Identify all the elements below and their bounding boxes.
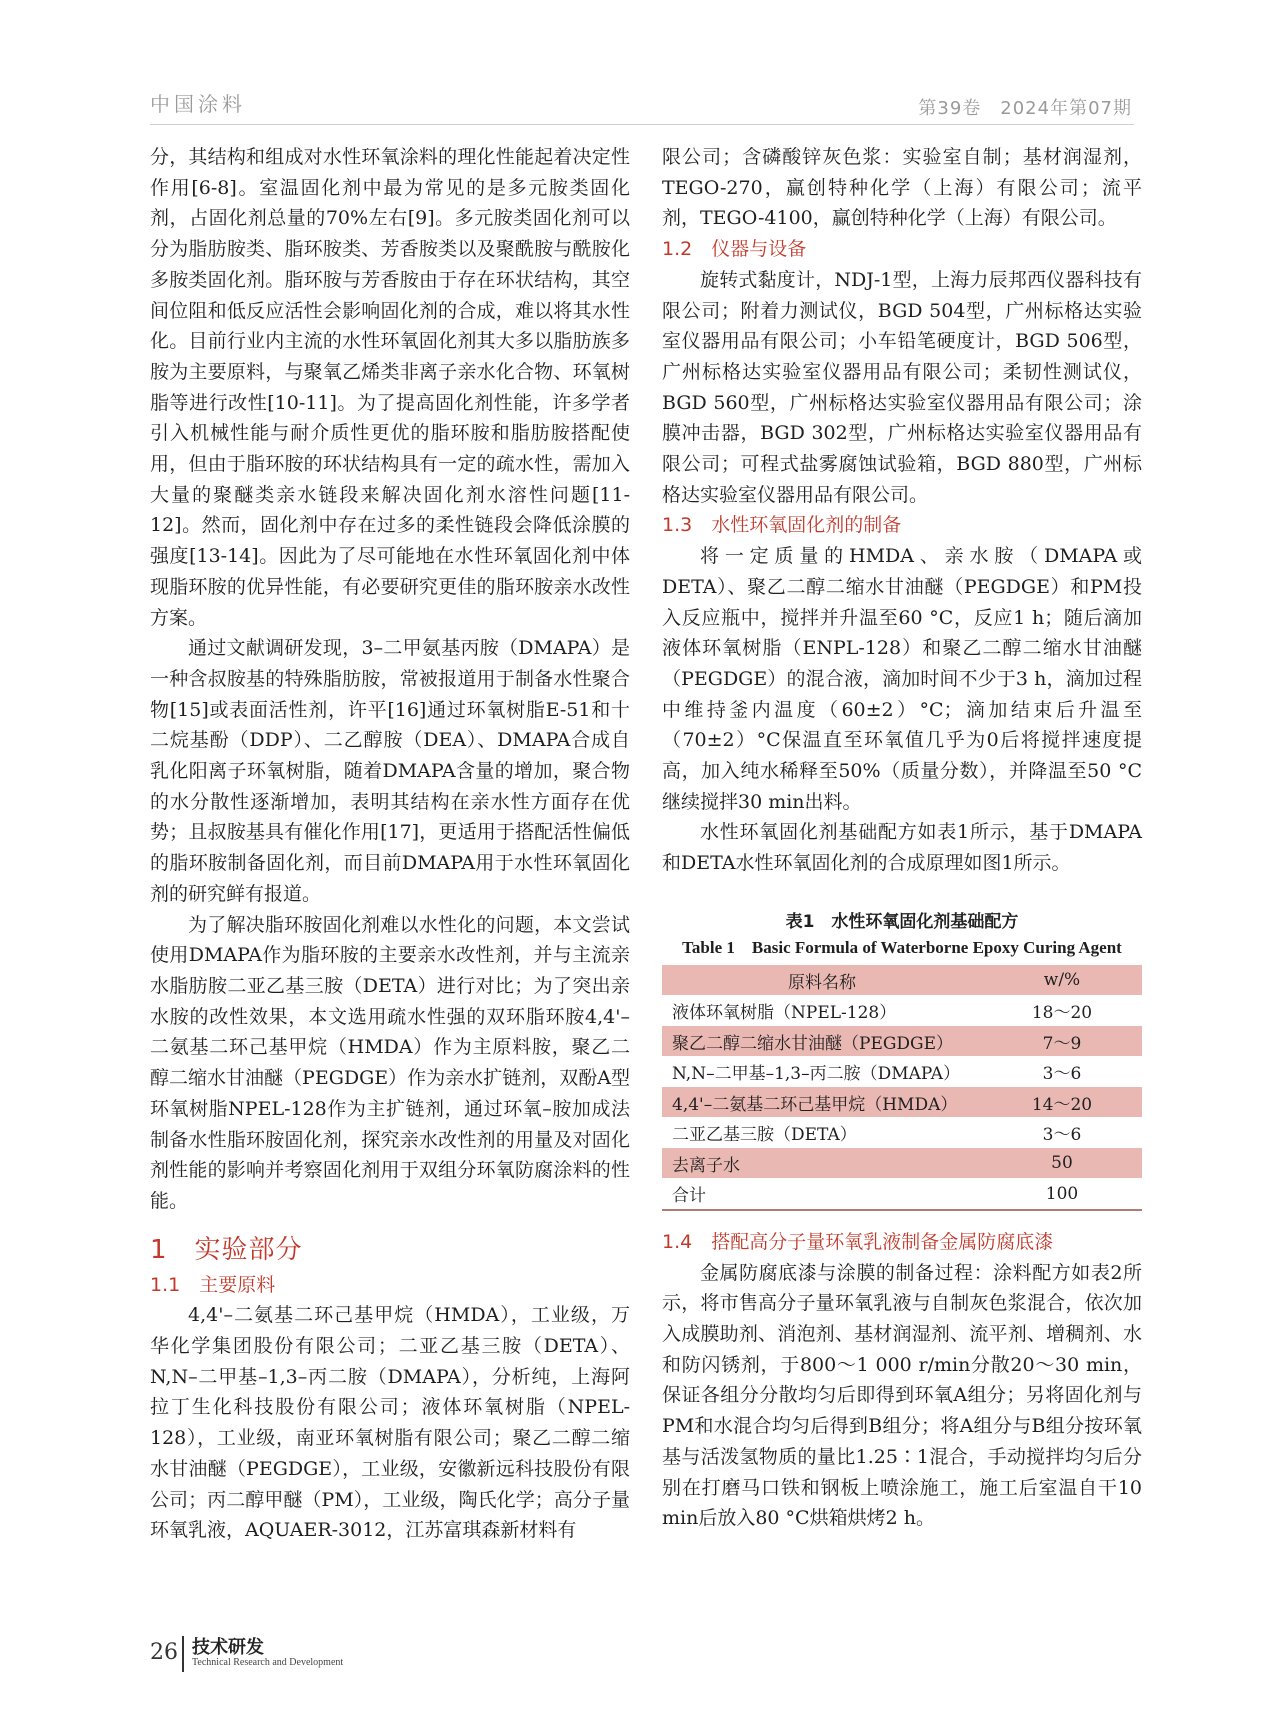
table-row <box>662 1056 1142 1087</box>
section-heading: 1 实验部分 <box>150 1234 303 1265</box>
table-cell-name: 液体环氧树脂（NPEL-128） <box>672 1003 897 1024</box>
table-row <box>662 1178 1142 1210</box>
table-cell-value: 100 <box>1045 1183 1079 1204</box>
table-cell-value: 3～6 <box>1042 1125 1082 1146</box>
table-header-row <box>662 965 1142 996</box>
table-row <box>662 995 1142 1026</box>
table-cell-name: 聚乙二醇二缩水甘油醚（PEGDGE） <box>672 1033 954 1054</box>
table-cell-name: 4,4'–二氨基二环己基甲烷（HMDA） <box>672 1094 958 1115</box>
left-column <box>150 142 630 1546</box>
subsection-heading: 1.1 主要原料 <box>150 1273 276 1296</box>
formula-table <box>662 965 1142 1211</box>
subsection-heading: 1.4 搭配高分子量环氧乳液制备金属防腐底漆 <box>662 1230 1054 1253</box>
body-paragraph: 水性环氧固化剂基础配方如表1所示，基于DMAPA和DETA水性环氧固化剂的合成原理如图1所示。 <box>662 821 1142 875</box>
body-paragraph: 4,4'–二氨基二环己基甲烷（HMDA），工业级，万华化学集团股份有限公司；二亚乙基三胺（DETA）、N,N–二甲基–1,3–丙二胺（DMAPA），分析纯，上海阿拉丁生化科技股份有限公司；液体环氧树脂（NPEL-128），工业级，南亚环氧树脂有限公司；聚乙二醇二缩水甘油醚（PEGDGE），工业级，安徽新远科技股份有限公司；丙二醇甲醚（PM），工业级，陶氏化学；高分子量环氧乳液，AQUAER-3012，江苏富琪森新材料有 <box>150 1304 630 1542</box>
table-row <box>662 1117 1142 1148</box>
body-paragraph: 旋转式黏度计，NDJ-1型，上海力辰邦西仪器科技有限公司；附着力测试仪，BGD 504型，广州标格达实验室仪器用品有限公司；小车铅笔硬度计，BGD 506型，广州标格达实验室仪器用品有限公司；柔韧性测试仪，BGD 560型，广州标格达实验室仪器用品有限公司；涂膜冲击器，BGD 302型，广州标格达实验室仪器用品有限公司；可程式盐雾腐蚀试验箱，BGD 880型，广州标格达实验室仪器用品有限公司。 <box>662 268 1142 506</box>
body-paragraph: 为了解决脂环胺固化剂难以水性化的问题，本文尝试使用DMAPA作为脂环胺的主要亲水改性剂，并与主流亲水脂肪胺二亚乙基三胺（DETA）进行对比；为了突出亲水胺的改性效果，本文选用疏水性强的双环脂环胺4,4'–二氨基二环己基甲烷（HMDA）作为主原料胺，聚乙二醇二缩水甘油醚（PEGDGE）作为亲水扩链剂，双酚A型环氧树脂NPEL-128作为主扩链剂，通过环氧–胺加成法制备水性脂环胺固化剂，探究亲水改性剂的用量及对固化剂性能的影响并考察固化剂用于双组分环氧防腐涂料的性能。 <box>150 913 630 1212</box>
header-divider <box>150 124 1134 125</box>
table-row <box>662 1087 1142 1118</box>
body-paragraph: 将一定质量的HMDA、亲水胺（DMAPA或DETA）、聚乙二醇二缩水甘油醚（PEGDGE）和PM投入反应瓶中，搅拌并升温至60 °C，反应1 h；随后滴加液体环氧树脂（ENPL-128）和聚乙二醇二缩水甘油醚（PEGDGE）的混合液，滴加时间不少于3 h，滴加过程中维持釜内温度（60±2）°C；滴加结束后升温至（70±2）°C保温直至环氧值几乎为0后将搅拌速度提高，加入纯水稀释至50%（质量分数），并降温至50 °C继续搅拌30 min出料。 <box>662 545 1142 813</box>
body-paragraph: 金属防腐底漆与涂膜的制备过程：涂料配方如表2所示，将市售高分子量环氧乳液与自制灰色浆混合，依次加入成膜助剂、消泡剂、基材润湿剂、流平剂、增稠剂、水和防闪锈剂，于800～1 000 r/min分散20～30 min，保证各组分分散均匀后即得到环氧A组分；另将固化剂与PM和水混合均匀后得到B组分；将A组分与B组分按环氧基与活泼氢物质的量比1.25∶1混合，手动搅拌均匀后分别在打磨马口铁和钢板上喷涂施工，施工后室温自干10 min后放入80 °C烘箱烘烤2 h。 <box>662 1261 1142 1530</box>
issue-info: 第39卷 2024年第07期 <box>918 98 1132 119</box>
table-cell-value: 50 <box>1051 1153 1073 1174</box>
body-paragraph: 分，其结构和组成对水性环氧涂料的理化性能起着决定性作用[6-8]。室温固化剂中最为常见的是多元胺类固化剂，占固化剂总量的70%左右[9]。多元胺类固化剂可以分为脂肪胺类、脂环胺类、芳香胺类以及聚酰胺与酰胺化多胺类固化剂。脂环胺与芳香胺由于存在环状结构，其空间位阻和低反应活性会影响固化剂的合成，难以将其水性化。目前行业内主流的水性环氧固化剂其大多以脂肪族多胺为主要原料，与聚氧乙烯类非离子亲水化合物、环氧树脂等进行改性[10-11]。为了提高固化剂性能，许多学者引入机械性能与耐介质性更优的脂环胺和脂肪胺搭配使用，但由于脂环胺的环状结构具有一定的疏水性，需加入大量的聚醚类亲水链段来解决固化剂水溶性问题[11-12]。然而，固化剂中存在过多的柔性链段会降低涂膜的强度[13-14]。因此为了尽可能地在水性环氧固化剂中体现脂环胺的优异性能，有必要研究更佳的脂环胺亲水改性方案。 <box>150 146 630 629</box>
table-caption-cn: 表1 水性环氧固化剂基础配方 <box>785 911 1019 932</box>
subsection-heading: 1.2 仪器与设备 <box>662 238 807 261</box>
footer-section-cn: 技术研发 <box>192 1637 264 1658</box>
table-cell-value: 3～6 <box>1042 1064 1082 1085</box>
table-cell-name: 合计 <box>672 1186 706 1207</box>
body-paragraph: 通过文献调研发现，3–二甲氨基丙胺（DMAPA）是一种含叔胺基的特殊脂肪胺，常被报道用于制备水性聚合物[15]或表面活性剂，许平[16]通过环氧树脂E-51和十二烷基酚（DDP）、二乙醇胺（DEA）、DMAPA合成自乳化阳离子环氧树脂，随着DMAPA含量的增加，聚合物的水分散性逐渐增加，表明其结构在亲水性方面存在优势；且叔胺基具有催化作用[17]，更适用于搭配活性偏低的脂环胺制备固化剂，而目前DMAPA用于水性环氧固化剂的研究鲜有报道。 <box>150 637 630 905</box>
table-cell-value: 14～20 <box>1031 1094 1093 1115</box>
subsection-heading: 1.3 水性环氧固化剂的制备 <box>662 514 902 537</box>
footer-section-en: Technical Research and Development <box>192 1657 344 1668</box>
table-cell-name: 去离子水 <box>672 1155 740 1176</box>
table-row <box>662 1148 1142 1179</box>
right-column <box>662 142 1142 1534</box>
table-cell-name: N,N–二甲基–1,3–丙二胺（DMAPA） <box>672 1064 961 1085</box>
table-cell-name: 二亚乙基三胺（DETA） <box>672 1125 857 1146</box>
table-caption-en: Table 1 Basic Formula of Waterborne Epoxy Curing Agent <box>682 937 1122 957</box>
footer-divider <box>182 1636 184 1672</box>
body-paragraph: 限公司；含磷酸锌灰色浆：实验室自制；基材润湿剂，TEGO-270，赢创特种化学（上海）有限公司；流平剂，TEGO-4100，赢创特种化学（上海）有限公司。 <box>662 146 1142 230</box>
table-row <box>662 1026 1142 1057</box>
journal-name: 中国涂料 <box>150 92 246 116</box>
table-cell-value: 7～9 <box>1042 1033 1082 1054</box>
page-number: 26 <box>150 1640 178 1665</box>
table-cell-value: 18～20 <box>1031 1003 1093 1024</box>
table-header-value: w/% <box>1043 970 1081 991</box>
table-header-name: 原料名称 <box>788 972 856 993</box>
